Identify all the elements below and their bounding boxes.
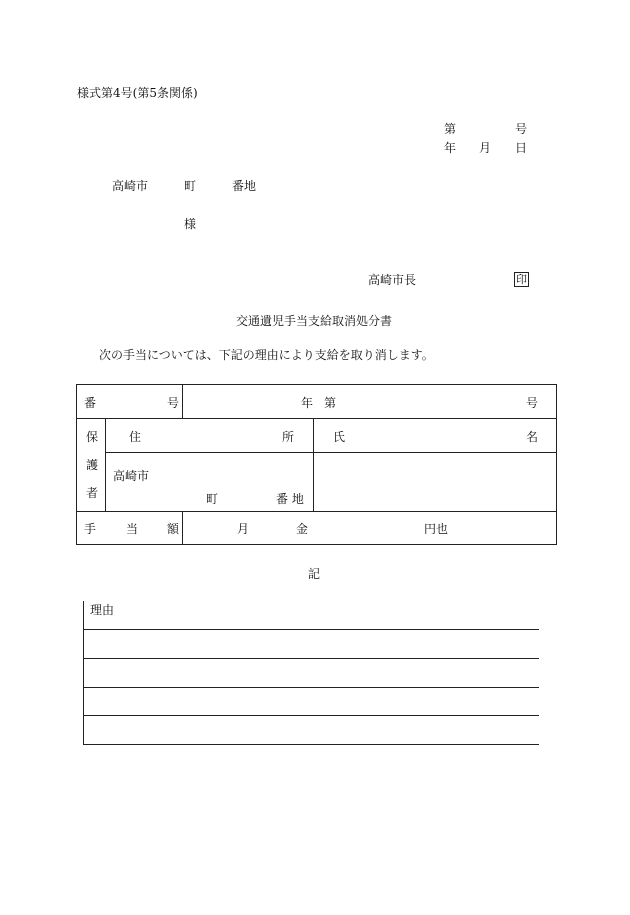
reason-line <box>83 715 539 716</box>
table-rule <box>105 452 557 453</box>
label-allowance-1: 手 <box>84 522 97 536</box>
label-name-1: 氏 <box>333 430 346 444</box>
date-month: 月 <box>479 141 492 155</box>
number-dai: 第 <box>444 122 457 136</box>
row-dai: 第 <box>324 396 337 410</box>
row-go: 号 <box>526 396 539 410</box>
address-town: 町 <box>206 492 219 506</box>
date-day: 日 <box>515 141 528 155</box>
label-bango-1: 番 <box>84 396 97 410</box>
recipient-town: 町 <box>184 179 197 193</box>
ki-heading: 記 <box>308 567 321 581</box>
document-title: 交通遺児手当支給取消処分書 <box>236 314 393 328</box>
label-bango-2: 号 <box>167 396 180 410</box>
address-banchi: 番 地 <box>276 492 304 506</box>
reason-line <box>83 744 539 745</box>
reason-line <box>83 629 539 630</box>
date-year: 年 <box>444 141 457 155</box>
official-seal-mark: 印 <box>516 273 527 286</box>
table-rule <box>76 511 557 512</box>
recipient-honorific: 様 <box>184 217 197 231</box>
table-rule <box>76 418 557 419</box>
label-address-2: 所 <box>282 430 295 444</box>
amount-yen: 円也 <box>424 522 449 536</box>
label-guardian-3: 者 <box>86 486 99 500</box>
reason-box-edge <box>83 601 84 744</box>
table-rule <box>182 384 183 418</box>
label-guardian-2: 護 <box>86 458 99 472</box>
table-rule <box>313 418 314 511</box>
document-body: 次の手当については、下記の理由により支給を取り消します。 <box>99 348 434 362</box>
row-nen: 年 <box>301 396 314 410</box>
reason-line <box>83 658 539 659</box>
label-address-1: 住 <box>129 430 142 444</box>
amount-kin: 金 <box>296 522 309 536</box>
amount-month: 月 <box>237 522 250 536</box>
label-guardian-1: 保 <box>86 430 99 444</box>
table-rule <box>182 511 183 545</box>
label-allowance-3: 額 <box>167 522 180 536</box>
table-rule <box>105 418 106 511</box>
allowance-table <box>76 384 557 545</box>
label-allowance-2: 当 <box>126 522 139 536</box>
form-number: 様式第4号(第5条関係) <box>77 86 198 100</box>
number-go: 号 <box>515 122 528 136</box>
address-city: 高崎市 <box>113 469 150 483</box>
recipient-city: 高崎市 <box>112 179 149 193</box>
reason-line <box>83 687 539 688</box>
label-name-2: 名 <box>526 430 539 444</box>
issuer-title: 高崎市長 <box>368 273 417 287</box>
reason-label: 理由 <box>90 603 115 617</box>
recipient-banchi: 番地 <box>232 179 257 193</box>
